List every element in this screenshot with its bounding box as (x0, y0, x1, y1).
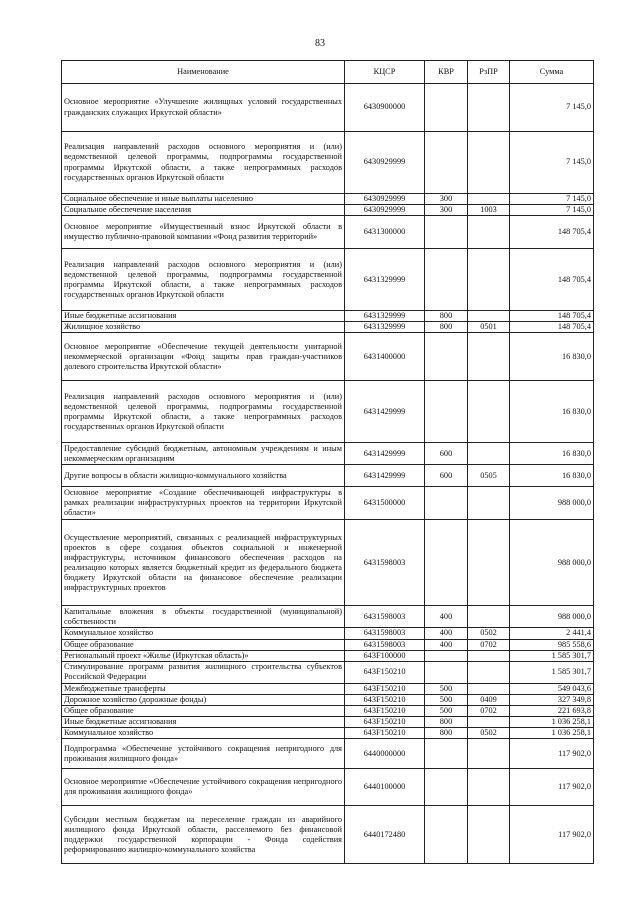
cell-kvr (425, 216, 468, 249)
cell-sum: 148 705,4 (510, 311, 594, 322)
cell-name: Жилищное хозяйство (62, 322, 345, 333)
cell-sum: 148 705,4 (510, 249, 594, 311)
page-number: 83 (315, 38, 325, 49)
cell-kvr (425, 650, 468, 661)
cell-sum: 988 000,0 (510, 487, 594, 520)
cell-rzpr (468, 249, 510, 311)
cell-kcsr: 643F150210 (345, 661, 425, 683)
cell-kvr (425, 381, 468, 443)
table-row (62, 84, 594, 132)
cell-kcsr: 6440000000 (345, 739, 425, 769)
cell-rzpr: 0702 (468, 639, 510, 650)
cell-kcsr: 6430929999 (345, 194, 425, 205)
cell-sum: 988 000,0 (510, 606, 594, 628)
cell-kvr: 300 (425, 194, 468, 205)
table-row (62, 769, 594, 806)
column-header-kcsr: КЦСР (345, 61, 425, 84)
table-body (62, 84, 594, 864)
table-row (62, 639, 594, 650)
table-row (62, 205, 594, 216)
cell-sum: 1 036 258,1 (510, 717, 594, 728)
cell-kcsr: 643F150210 (345, 694, 425, 705)
cell-sum: 16 830,0 (510, 333, 594, 381)
column-header-sum: Сумма (510, 61, 594, 84)
cell-rzpr (468, 132, 510, 194)
cell-kvr (425, 333, 468, 381)
budget-table (61, 60, 594, 864)
cell-name: Реализация направлений расходов основного мероприятия и (или) ведомственной целевой программы, подпрограммы государственной программы Иркутской области, а также непрограммных расходов государственных органов Иркутской области (62, 381, 345, 443)
cell-rzpr (468, 84, 510, 132)
cell-name: Общее образование (62, 639, 345, 650)
cell-name: Основное мероприятие «Улучшение жилищных условий государственных гражданских служащих Иркутской области» (62, 84, 345, 132)
cell-kcsr: 6440100000 (345, 769, 425, 806)
cell-rzpr: 0502 (468, 628, 510, 639)
cell-name: Общее образование (62, 705, 345, 716)
cell-kcsr: 6431598003 (345, 520, 425, 606)
column-header-kvr: КВР (425, 61, 468, 84)
cell-sum: 16 830,0 (510, 443, 594, 465)
cell-kvr: 400 (425, 628, 468, 639)
cell-name: Реализация направлений расходов основного мероприятия и (или) ведомственной целевой программы, подпрограммы государственной программы Иркутской области, а также непрограммных расходов государственных органов Иркутской области (62, 132, 345, 194)
cell-rzpr (468, 661, 510, 683)
cell-rzpr (468, 487, 510, 520)
cell-rzpr (468, 216, 510, 249)
cell-kcsr: 6431400000 (345, 333, 425, 381)
table-row (62, 739, 594, 769)
cell-rzpr (468, 650, 510, 661)
cell-sum: 117 902,0 (510, 739, 594, 769)
cell-name: Основное мероприятие «Имущественный взнос Иркутской области в имущество публично-правовой компании «Фонд развития территорий» (62, 216, 345, 249)
cell-kcsr: 6431329999 (345, 311, 425, 322)
table-row (62, 443, 594, 465)
table-row (62, 322, 594, 333)
table-row (62, 661, 594, 683)
column-header-name: Наименование (62, 61, 345, 84)
cell-rzpr (468, 683, 510, 694)
cell-kvr (425, 84, 468, 132)
cell-rzpr (468, 311, 510, 322)
cell-rzpr (468, 769, 510, 806)
cell-rzpr (468, 739, 510, 769)
table-row (62, 717, 594, 728)
cell-kcsr: 643F100000 (345, 650, 425, 661)
cell-sum: 148 705,4 (510, 322, 594, 333)
table-row (62, 694, 594, 705)
cell-sum: 7 145,0 (510, 132, 594, 194)
cell-kcsr: 643F150210 (345, 728, 425, 739)
cell-sum: 7 145,0 (510, 84, 594, 132)
cell-kcsr: 643F150210 (345, 683, 425, 694)
cell-kvr (425, 487, 468, 520)
cell-kcsr: 6431429999 (345, 443, 425, 465)
cell-sum: 549 043,6 (510, 683, 594, 694)
cell-name: Основное мероприятие «Обеспечение текущей деятельности унитарной некоммерческой организации «Фонд защиты прав граждан-участников долевого строительства Иркутской области» (62, 333, 345, 381)
cell-kvr (425, 520, 468, 606)
cell-rzpr (468, 381, 510, 443)
cell-kcsr: 6431500000 (345, 487, 425, 520)
cell-name: Иные бюджетные ассигнования (62, 717, 345, 728)
table-row (62, 194, 594, 205)
table-row (62, 683, 594, 694)
cell-kcsr: 6430929999 (345, 205, 425, 216)
table-row (62, 333, 594, 381)
cell-kcsr: 6431429999 (345, 465, 425, 487)
cell-kcsr: 6431329999 (345, 322, 425, 333)
cell-sum: 117 902,0 (510, 769, 594, 806)
cell-kcsr: 643F150210 (345, 717, 425, 728)
cell-sum: 1 585 301,7 (510, 650, 594, 661)
cell-name: Осуществление мероприятий, связанных с реализацией инфраструктурных проектов в сфере создания объектов социальной и инженерной инфраструктуры, источником финансового обеспечения расходов на реализацию которых является бюджетный кредит из федерального бюджета бюджету Иркутской области на финансовое обеспечение реализации инфраструктурных проектов (62, 520, 345, 606)
cell-kcsr: 6430900000 (345, 84, 425, 132)
cell-name: Межбюджетные трансферты (62, 683, 345, 694)
cell-kvr: 800 (425, 322, 468, 333)
cell-rzpr: 0702 (468, 705, 510, 716)
cell-kcsr: 6431300000 (345, 216, 425, 249)
table-row (62, 606, 594, 628)
cell-name: Другие вопросы в области жилищно-коммунального хозяйства (62, 465, 345, 487)
cell-kcsr: 6430929999 (345, 132, 425, 194)
cell-kcsr: 643F150210 (345, 705, 425, 716)
cell-kvr: 300 (425, 205, 468, 216)
cell-kcsr: 6431598003 (345, 628, 425, 639)
cell-kcsr: 6431598003 (345, 606, 425, 628)
cell-sum: 117 902,0 (510, 806, 594, 864)
cell-sum: 7 145,0 (510, 194, 594, 205)
cell-name: Дорожное хозяйство (дорожные фонды) (62, 694, 345, 705)
table-row (62, 381, 594, 443)
cell-kvr: 400 (425, 606, 468, 628)
cell-kcsr: 6431329999 (345, 249, 425, 311)
column-header-rzpr: РзПР (468, 61, 510, 84)
cell-name: Региональный проект «Жилье (Иркутская область)» (62, 650, 345, 661)
cell-kcsr: 6431429999 (345, 381, 425, 443)
table-row (62, 249, 594, 311)
cell-name: Реализация направлений расходов основного мероприятия и (или) ведомственной целевой программы, подпрограммы государственной программы Иркутской области, а также непрограммных расходов государственных органов Иркутской области (62, 249, 345, 311)
cell-name: Предоставление субсидий бюджетным, автономным учреждениям и иным некоммерческим организациям (62, 443, 345, 465)
cell-name: Стимулирование программ развития жилищного строительства субъектов Российской Федерации (62, 661, 345, 683)
cell-name: Субсидии местным бюджетам на переселение граждан из аварийного жилищного фонда Иркутской области, расселяемого без финансовой поддержки государственной корпорации - Фонда содействия реформированию жилищно-коммунального хозяйства (62, 806, 345, 864)
cell-rzpr: 0505 (468, 465, 510, 487)
cell-kvr (425, 769, 468, 806)
table-row (62, 465, 594, 487)
table-row (62, 650, 594, 661)
cell-rzpr (468, 717, 510, 728)
cell-rzpr (468, 194, 510, 205)
cell-sum: 988 000,0 (510, 520, 594, 606)
cell-rzpr: 0501 (468, 322, 510, 333)
cell-kvr: 600 (425, 465, 468, 487)
cell-rzpr (468, 520, 510, 606)
cell-sum: 327 349,8 (510, 694, 594, 705)
cell-kvr: 800 (425, 728, 468, 739)
cell-kcsr: 6431598003 (345, 639, 425, 650)
cell-kvr: 800 (425, 717, 468, 728)
cell-kvr: 500 (425, 683, 468, 694)
table-row (62, 311, 594, 322)
cell-sum: 221 693,8 (510, 705, 594, 716)
cell-kvr: 500 (425, 694, 468, 705)
cell-kvr (425, 661, 468, 683)
cell-kcsr: 6440172480 (345, 806, 425, 864)
table-row (62, 520, 594, 606)
cell-sum: 16 830,0 (510, 465, 594, 487)
cell-kvr (425, 249, 468, 311)
cell-rzpr (468, 443, 510, 465)
cell-sum: 2 441,4 (510, 628, 594, 639)
cell-sum: 16 830,0 (510, 381, 594, 443)
cell-name: Коммунальное хозяйство (62, 728, 345, 739)
cell-sum: 1 585 301,7 (510, 661, 594, 683)
table-header (62, 61, 594, 84)
cell-kvr: 500 (425, 705, 468, 716)
cell-kvr (425, 806, 468, 864)
cell-name: Социальное обеспечение и иные выплаты населению (62, 194, 345, 205)
cell-rzpr (468, 333, 510, 381)
cell-name: Коммунальное хозяйство (62, 628, 345, 639)
table-row (62, 132, 594, 194)
cell-sum: 7 145,0 (510, 205, 594, 216)
cell-kvr: 600 (425, 443, 468, 465)
table-row (62, 216, 594, 249)
table-row (62, 487, 594, 520)
cell-kvr: 800 (425, 311, 468, 322)
cell-rzpr (468, 806, 510, 864)
cell-rzpr (468, 606, 510, 628)
table-row (62, 806, 594, 864)
cell-kvr: 400 (425, 639, 468, 650)
table-row (62, 628, 594, 639)
cell-name: Основное мероприятие «Обеспечение устойчивого сокращения непригодного для проживания жилищного фонда» (62, 769, 345, 806)
table-row (62, 705, 594, 716)
cell-sum: 1 036 258,1 (510, 728, 594, 739)
cell-name: Иные бюджетные ассигнования (62, 311, 345, 322)
cell-name: Основное мероприятие «Создание обеспечивающей инфраструктуры в рамках реализации инфраструктурных проектов на территории Иркутской области» (62, 487, 345, 520)
cell-rzpr: 0409 (468, 694, 510, 705)
cell-kvr (425, 739, 468, 769)
cell-sum: 148 705,4 (510, 216, 594, 249)
cell-rzpr: 1003 (468, 205, 510, 216)
cell-sum: 985 558,6 (510, 639, 594, 650)
table-row (62, 728, 594, 739)
cell-kvr (425, 132, 468, 194)
cell-name: Подпрограмма «Обеспечение устойчивого сокращения непригодного для проживания жилищного фонда» (62, 739, 345, 769)
cell-rzpr: 0502 (468, 728, 510, 739)
cell-name: Капитальные вложения в объекты государственной (муниципальной) собственности (62, 606, 345, 628)
cell-name: Социальное обеспечение населения (62, 205, 345, 216)
